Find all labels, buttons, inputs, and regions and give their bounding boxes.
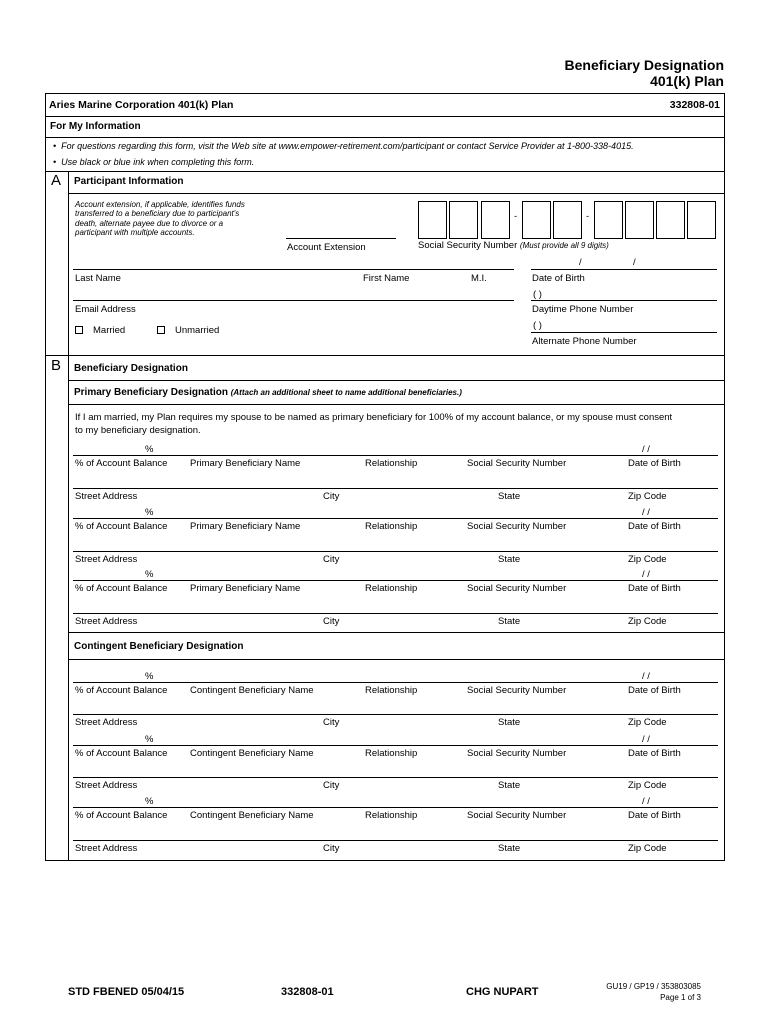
ssn-digit-9[interactable] — [687, 201, 716, 239]
ssn-digit-8[interactable] — [656, 201, 685, 239]
divider — [68, 404, 725, 405]
dob-label: Date of Birth — [628, 521, 681, 532]
dob-field[interactable] — [531, 269, 717, 270]
dob-slashes: / / — [642, 734, 650, 745]
street-label: Street Address — [75, 616, 138, 627]
zip-label: Zip Code — [628, 616, 667, 627]
address-line[interactable] — [73, 714, 718, 715]
relationship-label: Relationship — [365, 810, 418, 821]
beneficiary-line[interactable] — [73, 682, 718, 683]
name-label: Contingent Beneficiary Name — [190, 685, 314, 696]
pct-sign: % — [145, 569, 154, 580]
account-extension-label: Account Extension — [287, 242, 366, 253]
unmarried-option[interactable]: Unmarried — [157, 325, 219, 336]
dob-label: Date of Birth — [628, 458, 681, 469]
beneficiary-line[interactable] — [73, 745, 718, 746]
footer-std: STD FBENED 05/04/15 — [68, 986, 185, 998]
info-bullet-1: • For questions regarding this form, visit the Web site at www.empower-retirement.com/participant or contact Service Provider at 1-800-338-4015. — [53, 141, 634, 151]
account-extension-field[interactable] — [286, 238, 396, 239]
state-label: State — [498, 491, 521, 502]
city-label: City — [323, 554, 340, 565]
relationship-label: Relationship — [365, 458, 418, 469]
zip-label: Zip Code — [628, 717, 667, 728]
address-line[interactable] — [73, 613, 718, 614]
section-a-gutter — [68, 171, 69, 355]
city-label: City — [323, 843, 340, 854]
form-title: Beneficiary Designation — [564, 57, 724, 73]
section-a-heading: Participant Information — [74, 176, 184, 187]
primary-heading: Primary Beneficiary Designation (Attach an additional sheet to name additional beneficiaries.) — [74, 387, 462, 398]
alt-phone-field[interactable] — [531, 332, 717, 333]
ssn-digit-5[interactable] — [553, 201, 582, 239]
street-label: Street Address — [75, 717, 138, 728]
plan-name: Aries Marine Corporation 401(k) Plan — [49, 99, 234, 111]
footer-chg: CHG NUPART — [466, 986, 539, 998]
footer-page: Page 1 of 3 — [660, 993, 701, 1002]
section-b-heading: Beneficiary Designation — [74, 363, 188, 374]
beneficiary-line[interactable] — [73, 580, 718, 581]
ssn-dash-1: - — [514, 211, 518, 222]
ssn-label: Social Security Number — [467, 748, 567, 759]
state-label: State — [498, 616, 521, 627]
ssn-label: Social Security Number (Must provide all 9 digits) — [418, 240, 609, 251]
pct-label: % of Account Balance — [75, 748, 168, 759]
mi-label: M.I. — [471, 273, 487, 284]
first-name-label: First Name — [363, 273, 410, 284]
email-field[interactable] — [73, 300, 514, 301]
frame-top — [45, 93, 725, 94]
ssn-digit-4[interactable] — [522, 201, 551, 239]
ssn-dash-2: - — [586, 211, 590, 222]
pct-label: % of Account Balance — [75, 458, 168, 469]
divider — [45, 137, 725, 138]
daytime-phone-field[interactable] — [531, 300, 717, 301]
spouse-text-2: to my beneficiary designation. — [75, 425, 201, 436]
address-line[interactable] — [73, 551, 718, 552]
ssn-digit-3[interactable] — [481, 201, 510, 239]
city-label: City — [323, 717, 340, 728]
relationship-label: Relationship — [365, 521, 418, 532]
frame-bottom — [45, 860, 725, 861]
city-label: City — [323, 616, 340, 627]
divider — [68, 659, 725, 660]
dob-label: Date of Birth — [628, 748, 681, 759]
alt-phone-paren: ( ) — [533, 320, 542, 331]
plan-number: 332808-01 — [669, 99, 720, 111]
last-name-label: Last Name — [75, 273, 121, 284]
name-label: Contingent Beneficiary Name — [190, 748, 314, 759]
pct-sign: % — [145, 507, 154, 518]
info-heading: For My Information — [50, 121, 141, 132]
pct-label: % of Account Balance — [75, 685, 168, 696]
ssn-label: Social Security Number — [467, 458, 567, 469]
ssn-digit-6[interactable] — [594, 201, 623, 239]
name-label: Primary Beneficiary Name — [190, 583, 301, 594]
info-bullet-2: • Use black or blue ink when completing this form. — [53, 157, 255, 167]
state-label: State — [498, 554, 521, 565]
city-label: City — [323, 780, 340, 791]
divider — [45, 171, 725, 172]
alt-phone-label: Alternate Phone Number — [532, 336, 637, 347]
dob-slash-2: / — [633, 257, 636, 268]
daytime-phone-paren: ( ) — [533, 289, 542, 300]
name-field[interactable] — [73, 269, 514, 270]
pct-sign: % — [145, 444, 154, 455]
beneficiary-line[interactable] — [73, 455, 718, 456]
married-option[interactable]: Married — [75, 325, 125, 336]
address-line[interactable] — [73, 777, 718, 778]
zip-label: Zip Code — [628, 491, 667, 502]
pct-sign: % — [145, 796, 154, 807]
divider — [68, 380, 725, 381]
married-checkbox[interactable] — [75, 326, 83, 334]
street-label: Street Address — [75, 554, 138, 565]
dob-slashes: / / — [642, 444, 650, 455]
dob-slashes: / / — [642, 796, 650, 807]
ssn-label: Social Security Number — [467, 685, 567, 696]
account-extension-note: Account extension, if applicable, identifies funds transferred to a beneficiary due to participant's death, alternate payee due to divorce or a participant with multiple accounts. — [75, 200, 245, 237]
divider — [45, 116, 725, 117]
zip-label: Zip Code — [628, 554, 667, 565]
dob-label: Date of Birth — [628, 583, 681, 594]
state-label: State — [498, 780, 521, 791]
name-label: Contingent Beneficiary Name — [190, 810, 314, 821]
state-label: State — [498, 717, 521, 728]
dob-label: Date of Birth — [532, 273, 585, 284]
beneficiary-line[interactable] — [73, 518, 718, 519]
dob-label: Date of Birth — [628, 685, 681, 696]
frame-right — [724, 93, 725, 860]
address-line[interactable] — [73, 840, 718, 841]
relationship-label: Relationship — [365, 748, 418, 759]
divider — [68, 632, 725, 633]
dob-slashes: / / — [642, 507, 650, 518]
ssn-label: Social Security Number — [467, 521, 567, 532]
pct-label: % of Account Balance — [75, 583, 168, 594]
address-line[interactable] — [73, 488, 718, 489]
zip-label: Zip Code — [628, 780, 667, 791]
state-label: State — [498, 843, 521, 854]
dob-slash-1: / — [579, 257, 582, 268]
footer-codes: GU19 / GP19 / 353803085 — [606, 982, 701, 991]
dob-slashes: / / — [642, 671, 650, 682]
divider — [68, 193, 725, 194]
form-subtitle: 401(k) Plan — [650, 73, 724, 89]
ssn-digit-1[interactable] — [418, 201, 447, 239]
section-b-letter: B — [51, 357, 62, 374]
dob-slashes: / / — [642, 569, 650, 580]
ssn-label: Social Security Number — [467, 583, 567, 594]
divider — [45, 355, 725, 356]
pct-label: % of Account Balance — [75, 810, 168, 821]
contingent-heading: Contingent Beneficiary Designation — [74, 641, 244, 652]
street-label: Street Address — [75, 491, 138, 502]
street-label: Street Address — [75, 780, 138, 791]
daytime-phone-label: Daytime Phone Number — [532, 304, 634, 315]
pct-label: % of Account Balance — [75, 521, 168, 532]
name-label: Primary Beneficiary Name — [190, 458, 301, 469]
ssn-digit-2[interactable] — [449, 201, 478, 239]
frame-left — [45, 93, 46, 860]
pct-sign: % — [145, 734, 154, 745]
city-label: City — [323, 491, 340, 502]
ssn-label: Social Security Number — [467, 810, 567, 821]
zip-label: Zip Code — [628, 843, 667, 854]
pct-sign: % — [145, 671, 154, 682]
relationship-label: Relationship — [365, 685, 418, 696]
dob-label: Date of Birth — [628, 810, 681, 821]
spouse-text-1: If I am married, my Plan requires my spouse to be named as primary beneficiary for 100% of my account balance, or my spouse must consent — [75, 412, 673, 423]
footer-number: 332808-01 — [281, 986, 334, 998]
ssn-digit-7[interactable] — [625, 201, 654, 239]
street-label: Street Address — [75, 843, 138, 854]
section-b-gutter — [68, 355, 69, 860]
unmarried-checkbox[interactable] — [157, 326, 165, 334]
name-label: Primary Beneficiary Name — [190, 521, 301, 532]
beneficiary-line[interactable] — [73, 807, 718, 808]
email-label: Email Address — [75, 304, 136, 315]
section-a-letter: A — [51, 172, 62, 189]
relationship-label: Relationship — [365, 583, 418, 594]
